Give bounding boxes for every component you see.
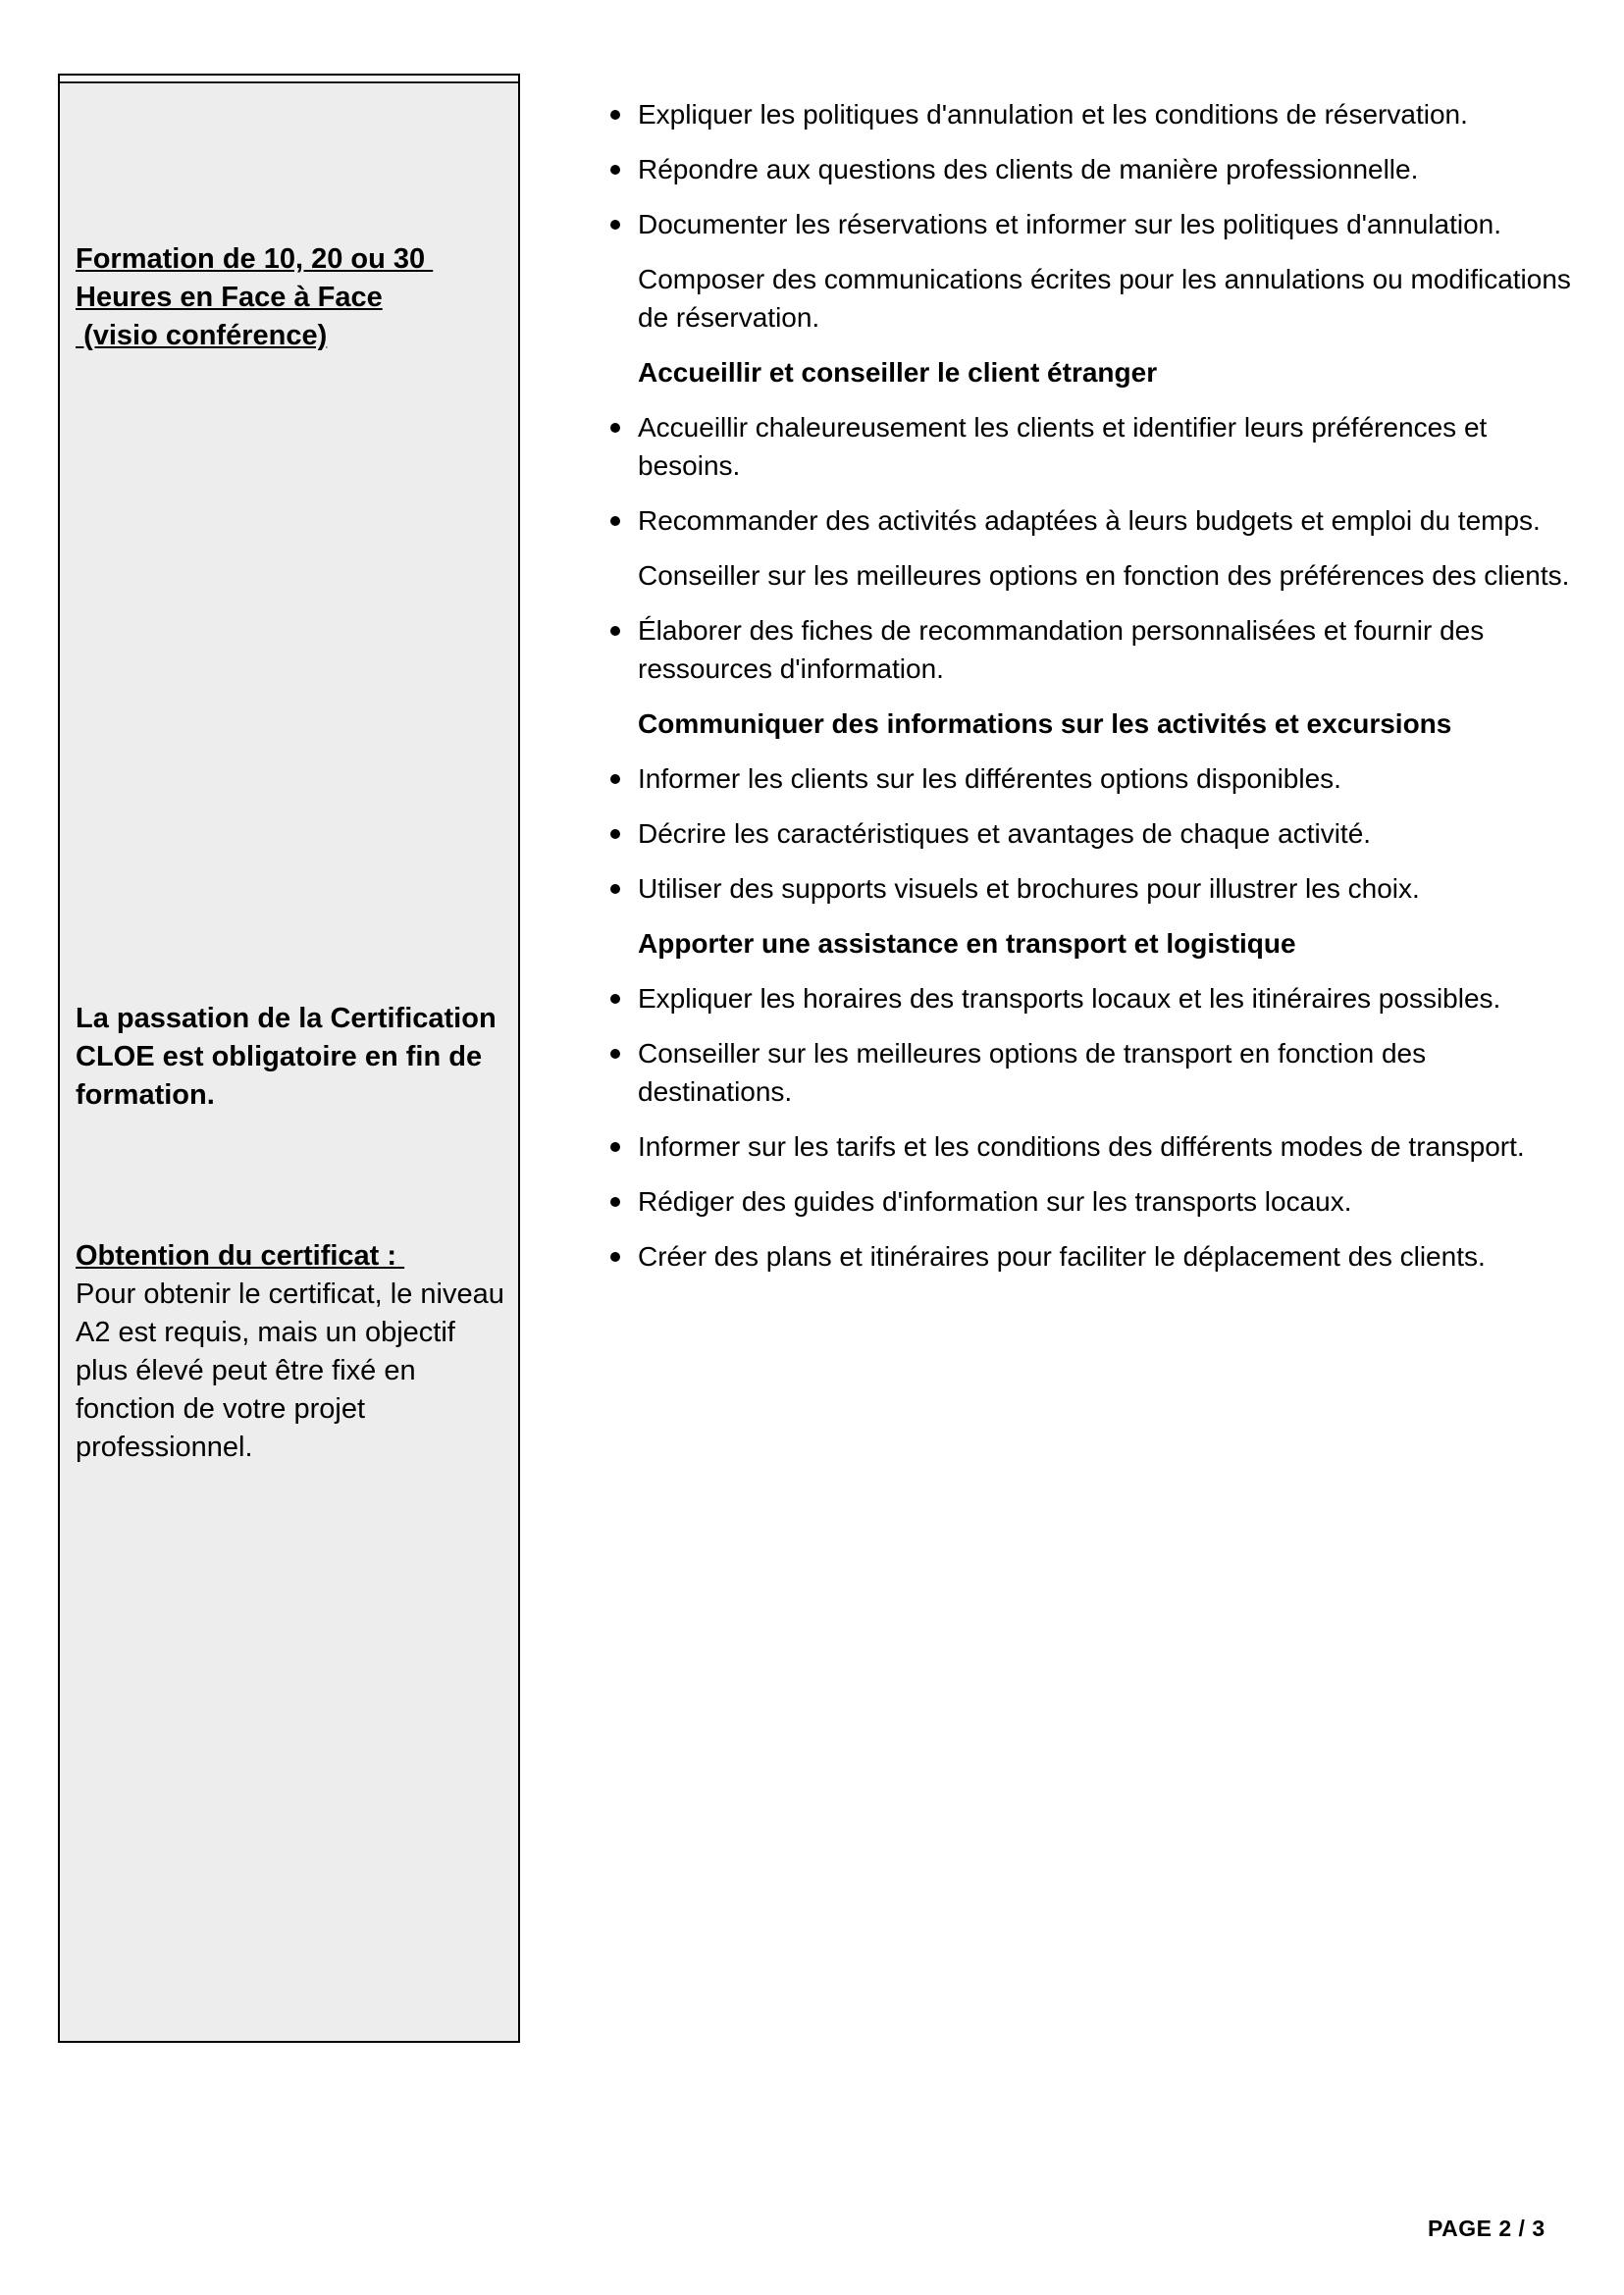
block-text: Composer des communications écrites pour les annulations ou modifications de réservation.	[638, 264, 1571, 333]
bullet-icon	[610, 626, 620, 636]
bullet-item	[608, 205, 1575, 243]
block-text: Expliquer les horaires des transports locaux et les itinéraires possibles.	[638, 983, 1501, 1014]
block-text: Élaborer des fiches de recommandation personnalisées et fournir des ressources d'information.	[638, 615, 1485, 684]
bullet-icon	[610, 1049, 620, 1059]
bullet-icon	[610, 110, 620, 120]
bullet-icon	[610, 884, 620, 894]
block-text: Décrire les caractéristiques et avantages de chaque activité.	[638, 818, 1372, 849]
block-text: Documenter les réservations et informer sur les politiques d'annulation.	[638, 209, 1502, 239]
block-text: Recommander des activités adaptées à leurs budgets et emploi du temps.	[638, 505, 1541, 536]
paragraph	[608, 260, 1575, 337]
certificate-heading: Obtention du certificat :	[76, 1240, 405, 1272]
bullet-item	[608, 501, 1575, 540]
block-text: Rédiger des guides d'information sur les transports locaux.	[638, 1186, 1352, 1217]
bullet-icon	[610, 1142, 620, 1152]
bullet-item	[608, 150, 1575, 188]
bullet-icon	[610, 220, 620, 230]
bullet-item	[608, 869, 1575, 908]
bullet-icon	[610, 829, 620, 839]
bullet-item	[608, 1034, 1575, 1111]
bullet-icon	[610, 423, 620, 433]
bullet-item	[608, 979, 1575, 1017]
block-text: Accueillir chaleureusement les clients et identifier leurs préférences et besoins.	[638, 412, 1488, 481]
bullet-icon	[610, 1197, 620, 1207]
page-number: PAGE 2 / 3	[1428, 2216, 1545, 2241]
main-content	[608, 74, 1575, 1292]
block-text: Expliquer les politiques d'annulation et les conditions de réservation.	[638, 99, 1468, 130]
certification-note: La passation de la Certification CLOE est obligatoire en fin de formation.	[76, 1003, 497, 1111]
section-heading	[608, 924, 1575, 963]
block-text: Utiliser des supports visuels et brochures pour illustrer les choix.	[638, 873, 1420, 904]
bullet-icon	[610, 516, 620, 526]
bullet-item	[608, 408, 1575, 485]
block-text: Informer sur les tarifs et les conditions des différents modes de transport.	[638, 1131, 1525, 1162]
sidebar-box	[58, 74, 520, 2043]
block-text: Informer les clients sur les différentes options disponibles.	[638, 763, 1341, 794]
bullet-item	[608, 1237, 1575, 1276]
sidebar-title-line: Heures en Face à Face	[76, 282, 383, 313]
section-heading	[608, 704, 1575, 743]
section-heading	[608, 353, 1575, 391]
certificate-body: Pour obtenir le certificat, le niveau A2 est requis, mais un objectif plus élevé peut être fixé en fonction de votre projet professionnel.	[76, 1278, 504, 1463]
bullet-icon	[610, 165, 620, 175]
bullet-item	[608, 611, 1575, 688]
bullet-icon	[610, 1252, 620, 1262]
block-text: Conseiller sur les meilleures options de transport en fonction des destinations.	[638, 1038, 1427, 1107]
bullet-item	[608, 814, 1575, 853]
bullet-icon	[610, 774, 620, 784]
bullet-item	[608, 95, 1575, 133]
bullet-item	[608, 1182, 1575, 1221]
bullet-icon	[610, 994, 620, 1004]
block-text: Accueillir et conseiller le client étranger	[638, 357, 1158, 388]
sidebar-title-line: Formation de 10, 20 ou 30	[76, 243, 434, 275]
block-text: Apporter une assistance en transport et logistique	[638, 928, 1296, 959]
bullet-item	[608, 1127, 1575, 1166]
sidebar-title	[76, 240, 508, 355]
sidebar-title-line: (visio conférence)	[76, 320, 328, 351]
bullet-item	[608, 759, 1575, 798]
paragraph	[608, 556, 1575, 595]
block-text: Communiquer des informations sur les activités et excursions	[638, 708, 1452, 739]
block-text: Répondre aux questions des clients de manière professionnelle.	[638, 154, 1419, 184]
block-text: Conseiller sur les meilleures options en fonction des préférences des clients.	[638, 560, 1570, 591]
certificate-section	[76, 1237, 508, 1467]
block-text: Créer des plans et itinéraires pour faciliter le déplacement des clients.	[638, 1241, 1486, 1272]
